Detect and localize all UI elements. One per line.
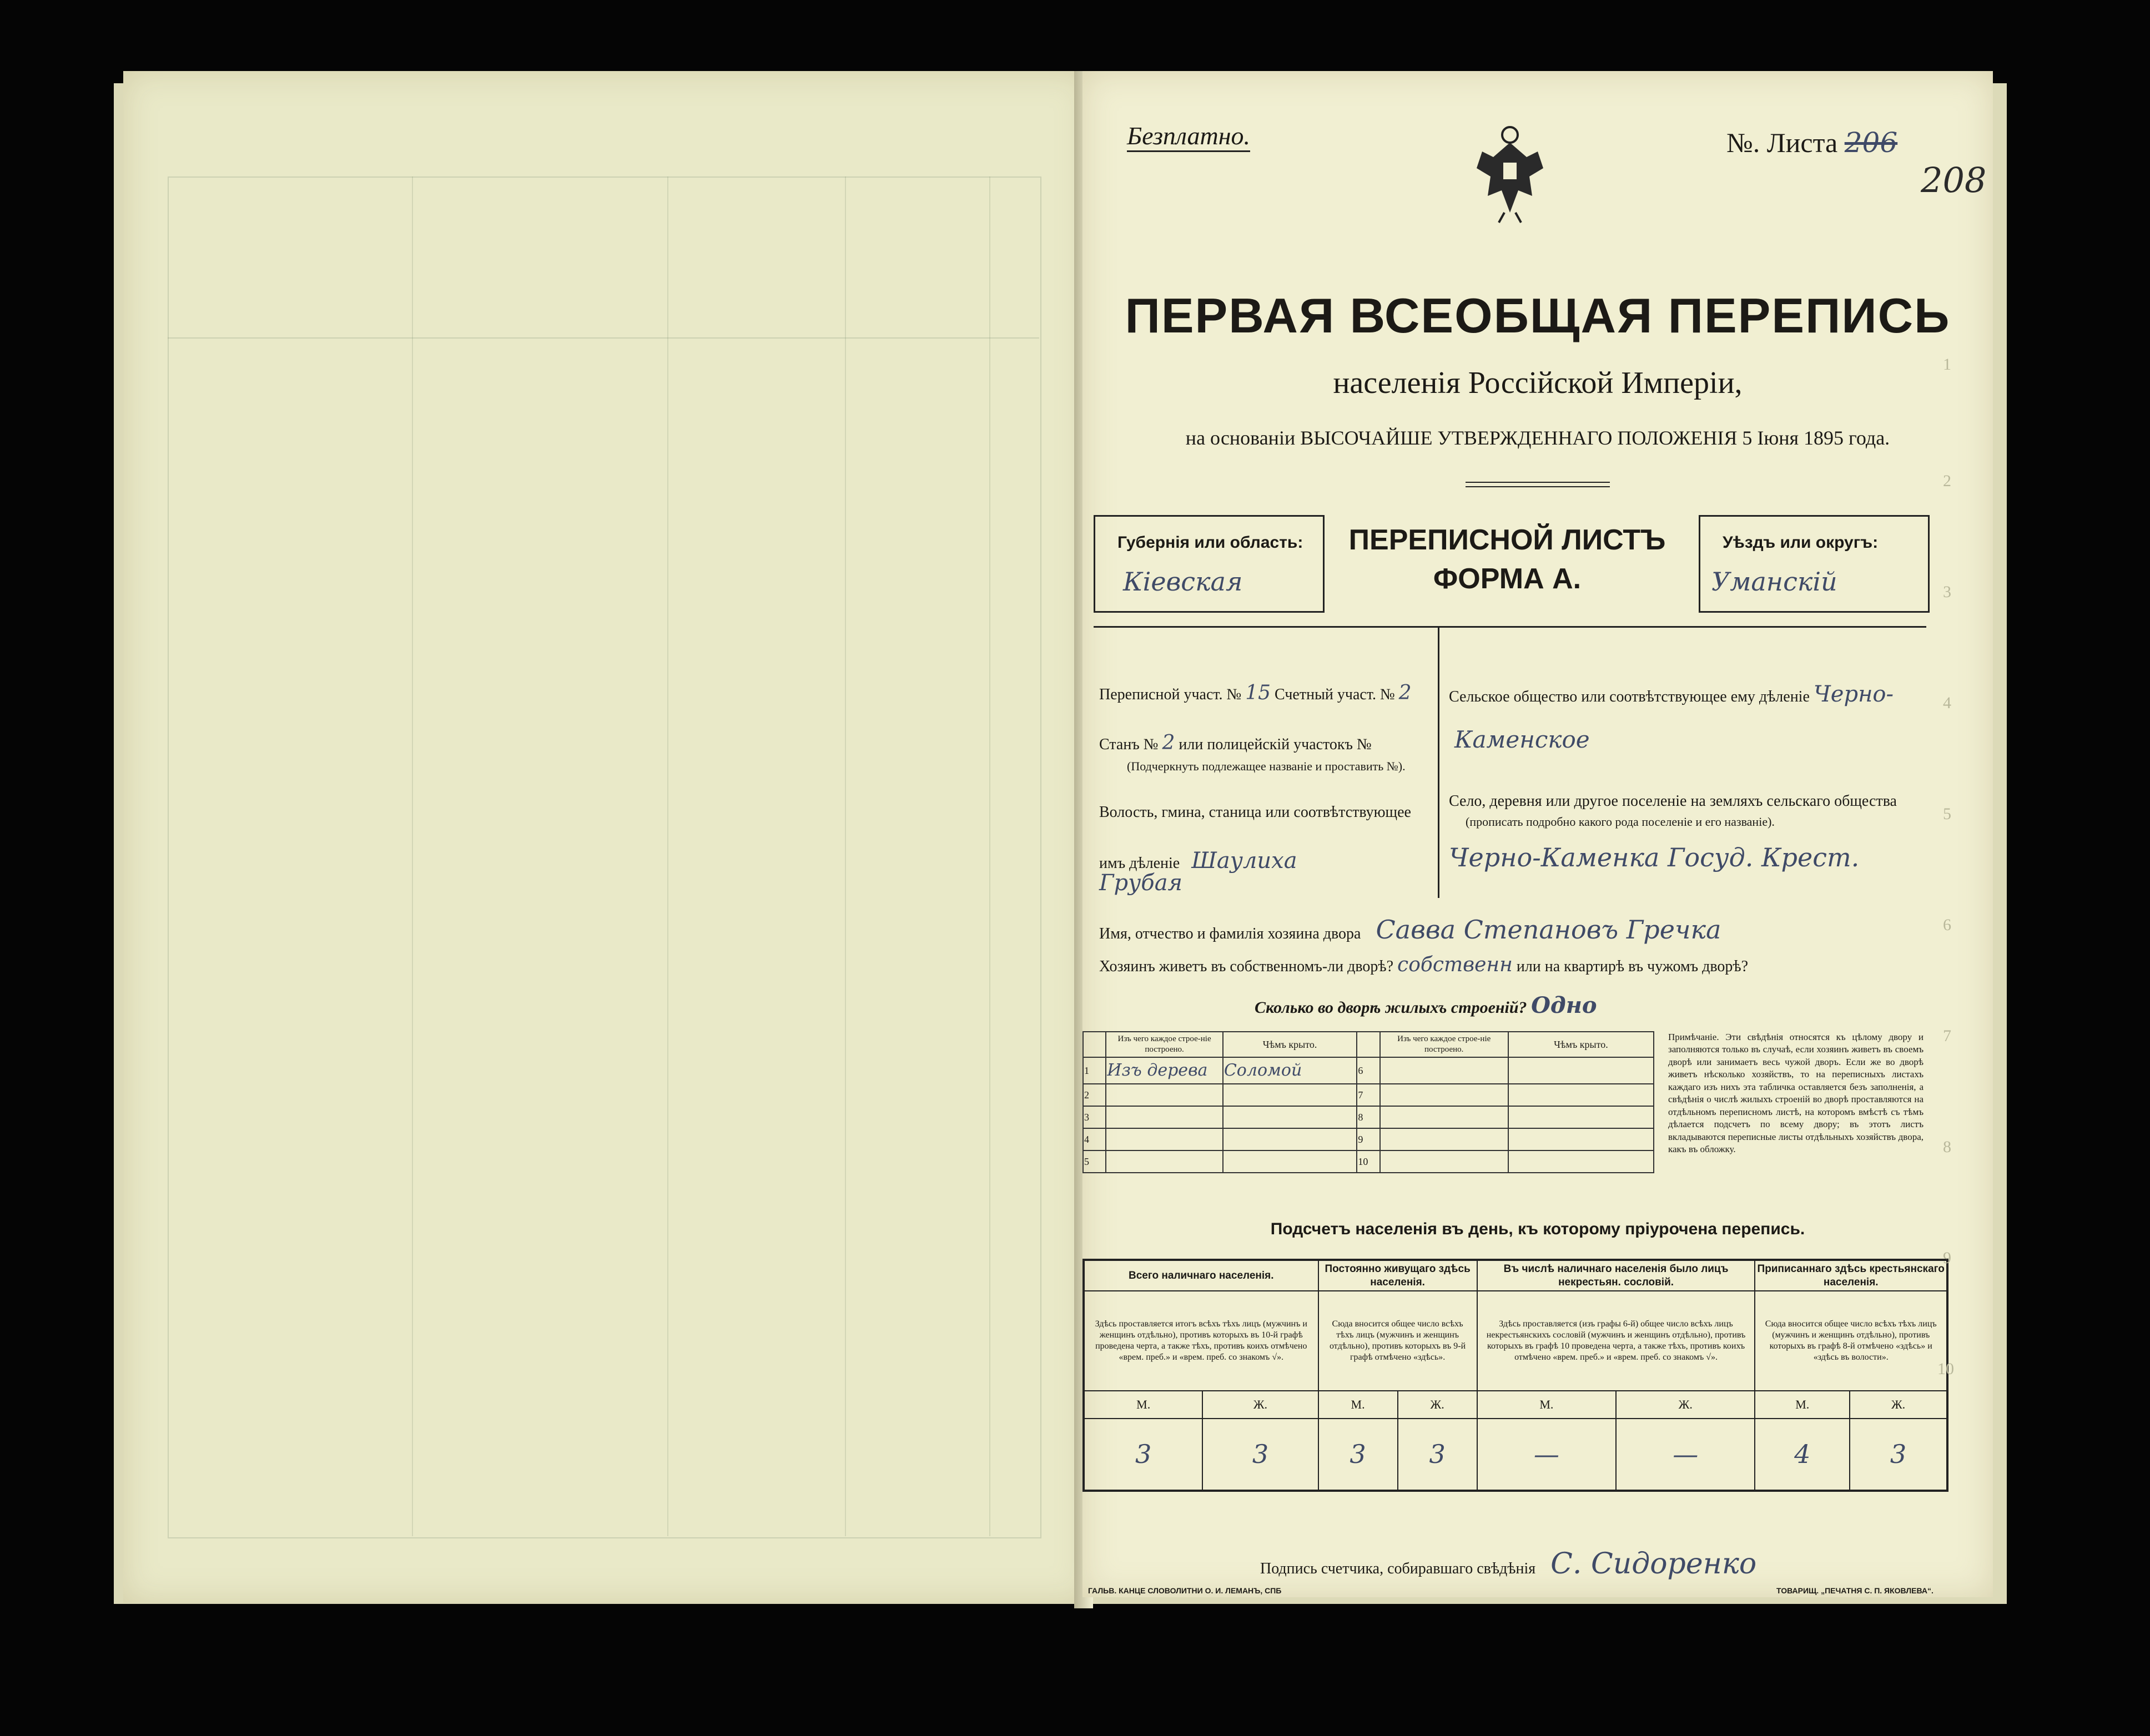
total-male-value: 3 (1084, 1419, 1202, 1491)
double-headed-eagle-emblem (1471, 124, 1549, 224)
lives-label2: или на квартирѣ въ чужомъ дворѣ? (1516, 958, 1749, 975)
left-page (123, 71, 1089, 1603)
count-col-header: Постоянно живущаго здѣсь населенія. (1318, 1260, 1477, 1291)
count-col-header: Въ числѣ наличнаго населенія было лицъ некрестьян. сословій. (1477, 1260, 1755, 1291)
margin-number: 3 (1943, 583, 1951, 601)
buildings-table (1082, 1031, 1654, 1173)
col-material: Изъ чего каждое строе-ніе построено. (1106, 1032, 1223, 1057)
faded-table-grid (168, 176, 1041, 1538)
count-title: Подсчетъ населенія въ день, къ которому пріурочена перепись. (1270, 1220, 1805, 1238)
row-number: 9 (1357, 1128, 1379, 1150)
buildings-field (1255, 992, 1597, 1018)
province-box (1094, 515, 1325, 613)
main-title: ПЕРВАЯ ВСЕОБЩАЯ ПЕРЕПИСЬ (1125, 288, 1951, 343)
female-label: Ж. (1616, 1391, 1755, 1419)
sheet-number-handwritten: 208 (1921, 160, 1987, 200)
sheet-number (1726, 127, 1897, 159)
margin-number: 8 (1943, 1138, 1951, 1156)
table-row (1083, 1128, 1654, 1150)
village-note: (прописать подробно какого рода поселеніе и его названіе). (1466, 815, 1775, 829)
signature-field (1260, 1547, 1756, 1581)
count-col-header: Приписаннаго здѣсь крестьянскаго населенія. (1755, 1260, 1947, 1291)
male-label: М. (1318, 1391, 1398, 1419)
count-col-desc: Сюда вносится общее число всѣхъ тѣхъ лицъ (мужчинъ и женщинъ отдѣльно), противъ которыхъ въ графѣ 8-й отмѣчено «здѣсь» и «здѣсь въ волости». (1755, 1291, 1947, 1391)
buildings-value: Одно (1531, 992, 1597, 1018)
owner-field (1099, 915, 1721, 945)
signature-value: С. Сидоренко (1550, 1547, 1757, 1581)
faded-table-header (168, 176, 1039, 339)
volost-value: Шаулиха (1191, 848, 1297, 874)
male-label: М. (1477, 1391, 1616, 1419)
row-number: 7 (1357, 1084, 1379, 1106)
footer-right-imprint: ТОВАРИЩ. „ПЕЧАТНЯ С. П. ЯКОВЛЕВА“. (1776, 1586, 1934, 1595)
male-label: М. (1755, 1391, 1850, 1419)
resident-female-value: 3 (1398, 1419, 1477, 1491)
peasant-male-value: 4 (1755, 1419, 1850, 1491)
row1-roof: Соломой (1223, 1057, 1357, 1084)
row-number: 3 (1083, 1106, 1106, 1128)
margin-number: 2 (1943, 472, 1951, 490)
count-section-label: Счетный участ. № (1275, 686, 1395, 703)
district-label: Уѣздъ или округъ: (1723, 533, 1879, 552)
ornament-divider (1466, 482, 1610, 487)
census-section-field (1099, 682, 1412, 704)
table-row (1083, 1106, 1654, 1128)
owner-value: Савва Степановъ Гречка (1376, 915, 1721, 945)
female-label: Ж. (1398, 1391, 1477, 1419)
row-number: 10 (1357, 1150, 1379, 1173)
count-col-desc: Здѣсь проставляется итогъ всѣхъ тѣхъ лицъ (мужчинъ и женщинъ отдѣльно), противъ которыхъ въ 10-й графѣ проведена черта, а также тѣхъ, противъ коихъ отмѣчено «врем. преб.» и «врем. преб. со знакомъ √». (1084, 1291, 1318, 1391)
free-label: Безплатно. (1127, 121, 1250, 152)
village-label: Село, деревня или другое поселеніе на земляхъ сельскаго общества (1449, 793, 1897, 810)
province-value: Кіевская (1123, 567, 1243, 597)
resident-male-value: 3 (1318, 1419, 1398, 1491)
society-field (1449, 682, 1894, 707)
table-row (1083, 1150, 1654, 1173)
margin-number: 4 (1943, 694, 1951, 712)
non-peasant-female-value: — (1616, 1419, 1755, 1491)
table-row (1083, 1057, 1654, 1084)
sheet-number-struck: 206 (1844, 127, 1898, 159)
faded-column-line (845, 176, 846, 1536)
faded-column-line (989, 176, 990, 1536)
faded-column-line (667, 176, 668, 1536)
buildings-note: Примѣчаніе. Эти свѣдѣнія относятся къ цѣлому двору и заполняются только въ случаѣ, если хозяинъ живетъ въ своемъ дворѣ или занимаетъ весь чужой дворъ. Если же во дворѣ живетъ нѣсколько хозяйствъ, то на переписныхъ листахъ каждаго изъ нихъ эта табличка оставляется безъ заполненія, а свѣдѣнія о числѣ жилыхъ строеній во дворѣ проставляются на отдѣльномъ переписномъ листѣ, на которомъ вмѣстѣ съ тѣмъ дѣлается подсчетъ по всему двору; въ этотъ листъ вкладываются переписные листы отдѣльныхъ хозяйствъ двора, какъ въ обложку. (1668, 1032, 1924, 1154)
police-label: или полицейскій участокъ № (1179, 736, 1372, 753)
signature-label: Подпись счетчика, собиравшаго свѣдѣнія (1260, 1560, 1536, 1577)
male-label: М. (1084, 1391, 1202, 1419)
basis-line: на основаніи ВЫСОЧАЙШЕ УТВЕРЖДЕННАГО ПОЛОЖЕНІЯ 5 Іюня 1895 года. (1185, 427, 1890, 449)
total-female-value: 3 (1202, 1419, 1318, 1491)
right-page (1082, 71, 1993, 1597)
stan-value: 2 (1162, 731, 1175, 754)
stan-note: (Подчеркнуть подлежащее названіе и проставить №). (1127, 759, 1406, 773)
non-peasant-male-value: — (1477, 1419, 1616, 1491)
lives-label: Хозяинъ живетъ въ собственномъ-ли дворѣ? (1099, 958, 1394, 975)
female-label: Ж. (1850, 1391, 1947, 1419)
sheet-number-label: №. Листа (1726, 127, 1838, 158)
province-label: Губернія или область: (1117, 533, 1303, 552)
margin-number: 10 (1937, 1360, 1954, 1378)
district-box (1699, 515, 1930, 613)
row1-material: Изъ дерева (1106, 1057, 1223, 1084)
margin-number: 7 (1943, 1027, 1951, 1045)
subtitle: населенія Россійской Имперіи, (1333, 366, 1743, 400)
footer-left-imprint: ГАЛЬВ. КАНЦЕ СЛОВОЛИТНИ О. И. ЛЕМАНЪ, СПБ (1088, 1586, 1282, 1595)
society-value2: Каменское (1454, 726, 1590, 753)
rule (1094, 626, 1926, 628)
stan-field (1099, 731, 1372, 754)
volost-label2: имъ дѣленіе (1099, 855, 1180, 872)
female-label: Ж. (1202, 1391, 1318, 1419)
volost-label: Волость, гмина, станица или соотвѣтствующее (1099, 804, 1411, 821)
form-name: ФОРМА А. (1433, 563, 1582, 595)
row-number: 8 (1357, 1106, 1379, 1128)
volost-value2: Грубая (1099, 870, 1183, 896)
district-value: Уманскій (1711, 567, 1837, 597)
population-count-table (1082, 1259, 1948, 1492)
count-col-desc: Здѣсь проставляется (изъ графы 6-й) общее число всѣхъ лицъ некрестьянскихъ сословій (мужчинъ и женщинъ отдѣльно), противъ которыхъ въ графѣ 10 проведена черта, а также тѣхъ, противъ коихъ отмѣчено «врем. преб.» и «врем. преб. со знакомъ √». (1477, 1291, 1755, 1391)
col-roof: Чѣмъ крыто. (1223, 1032, 1357, 1057)
census-section-label: Переписной участ. № (1099, 686, 1242, 703)
margin-number: 5 (1943, 805, 1951, 823)
census-section-value: 15 (1245, 682, 1271, 704)
count-section-value: 2 (1398, 682, 1412, 704)
col-roof-2: Чѣмъ крыто. (1508, 1032, 1654, 1057)
census-sheet-title: ПЕРЕПИСНОЙ ЛИСТЪ (1348, 524, 1666, 556)
village-value: Черно-Каменка Госуд. Крест. (1449, 842, 1860, 872)
col-material-2: Изъ чего каждое строе-ніе построено. (1380, 1032, 1508, 1057)
stan-label: Станъ № (1099, 736, 1159, 753)
buildings-label: Сколько во дворѣ жилыхъ строеній? (1255, 998, 1527, 1017)
faded-column-line (412, 176, 413, 1536)
margin-number: 1 (1943, 355, 1951, 374)
row-number: 2 (1083, 1084, 1106, 1106)
row-number: 6 (1357, 1057, 1379, 1084)
lives-value: собственн (1397, 953, 1513, 976)
row-number: 5 (1083, 1150, 1106, 1173)
rule (1438, 626, 1439, 898)
society-value: Черно- (1813, 682, 1894, 707)
owner-label: Имя, отчество и фамилія хозяина двора (1099, 925, 1361, 942)
row-number: 1 (1083, 1057, 1106, 1084)
row-number: 4 (1083, 1128, 1106, 1150)
count-col-header: Всего наличнаго населенія. (1084, 1260, 1318, 1291)
count-col-desc: Сюда вносится общее число всѣхъ тѣхъ лицъ (мужчинъ и женщинъ отдѣльно), противъ которыхъ въ 9-й графѣ отмѣчено «здѣсь». (1318, 1291, 1477, 1391)
margin-number: 6 (1943, 916, 1951, 934)
society-label: Сельское общество или соотвѣтствующее ему дѣленіе (1449, 688, 1810, 705)
margin-number: 9 (1943, 1249, 1951, 1267)
table-row (1083, 1084, 1654, 1106)
peasant-female-value: 3 (1850, 1419, 1947, 1491)
lives-field (1099, 953, 1748, 976)
